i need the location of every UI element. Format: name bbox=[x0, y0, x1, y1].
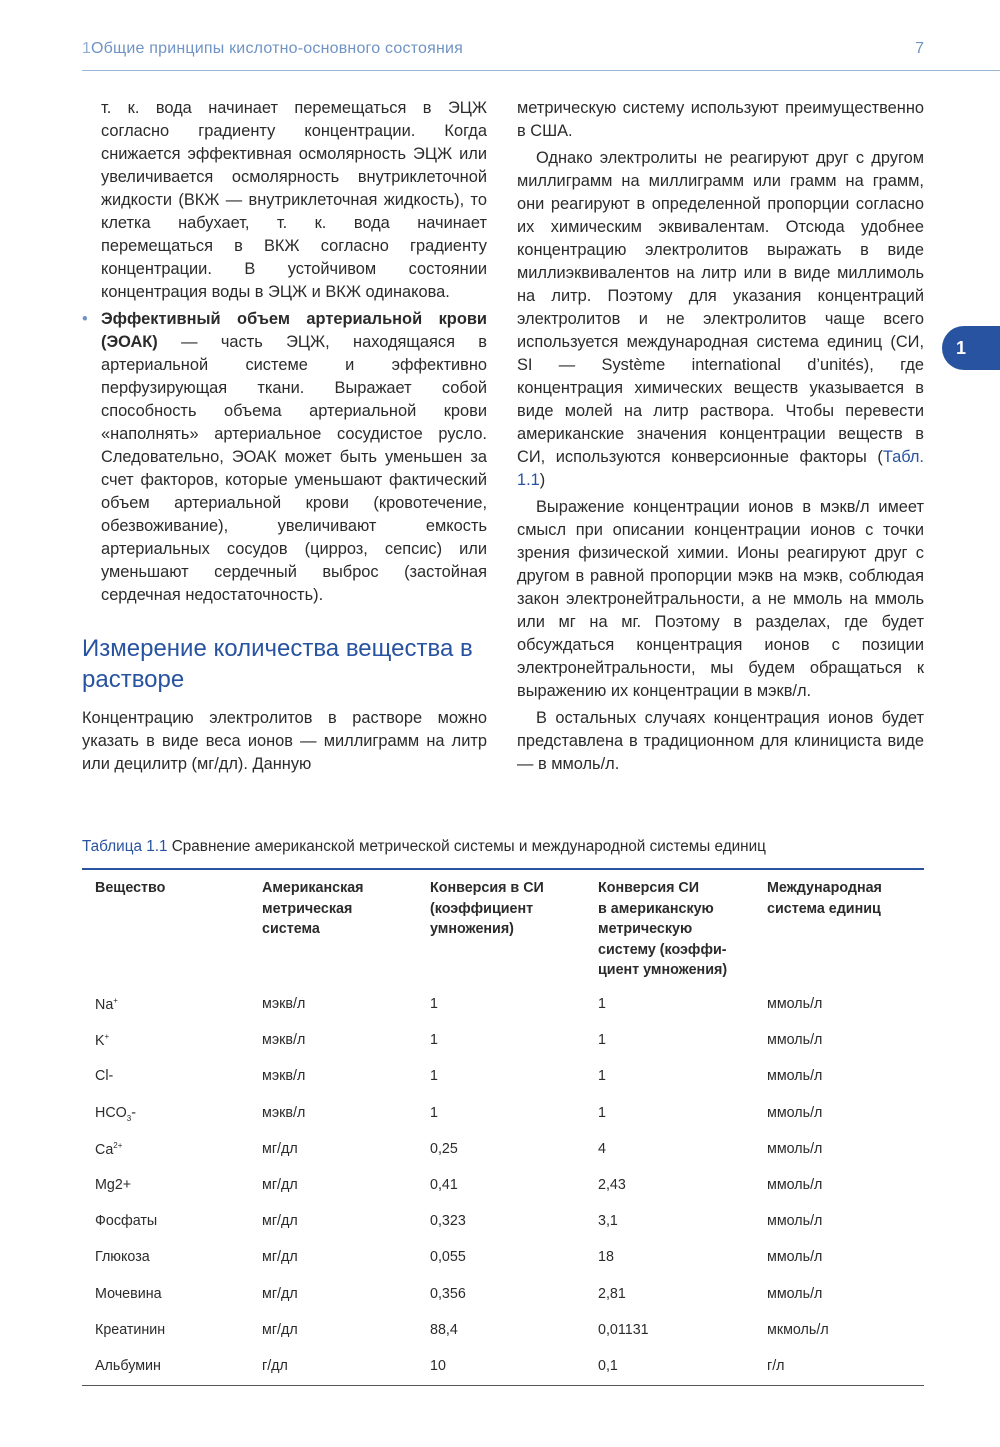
cell-substance bbox=[95, 1213, 157, 1229]
header-line: система единиц bbox=[767, 900, 881, 917]
left-paragraph-1: т. к. вода начинает перемещаться в ЭЦЖ согласно градиенту концентрации. Когда снижается эффективная осмолярность ЭЦЖ или увеличивается осмолярность внутриклеточной жидкости (ВКЖ — внутриклеточная жидкость), то клетка набухает, т. к. вода начинает перемещаться в ВКЖ согласно градиенту концентрации. В устойчивом состоянии концентрация воды в ЭЦЖ и ВКЖ одинакова. bbox=[101, 99, 487, 301]
header-line: система bbox=[262, 921, 320, 937]
cell-to-us: 4 bbox=[598, 1140, 606, 1157]
header-line: систему (коэффи- bbox=[598, 941, 727, 958]
bullet-term: Эффективный объем артериальной крови (ЭОАК) bbox=[101, 310, 487, 351]
cell-to-si: 1 bbox=[430, 996, 438, 1012]
header-line: Конверсия СИ bbox=[598, 880, 700, 896]
table-row bbox=[82, 1105, 924, 1141]
table-header-us-system bbox=[262, 878, 364, 940]
page-number: 7 bbox=[915, 40, 924, 57]
cell-to-us: 1 bbox=[598, 1032, 606, 1049]
table-row bbox=[82, 1032, 924, 1068]
cell-si: ммоль/л bbox=[767, 1140, 823, 1157]
cell-to-si: 0,41 bbox=[430, 1177, 458, 1193]
table-row bbox=[82, 1249, 924, 1285]
table-row bbox=[82, 1322, 924, 1358]
cell-si: ммоль/л bbox=[767, 1249, 823, 1266]
cell-us: мг/дл bbox=[262, 1177, 298, 1193]
cell-si: ммоль/л bbox=[767, 1068, 823, 1085]
cell-to-si: 0,323 bbox=[430, 1213, 466, 1230]
cell-to-us: 2,81 bbox=[598, 1285, 626, 1302]
table-bottom-rule bbox=[82, 1385, 924, 1386]
cell-us: мг/дл bbox=[262, 1140, 298, 1157]
cell-to-us: 0,01131 bbox=[598, 1321, 649, 1338]
substance-name: Мочевина bbox=[95, 1285, 162, 1302]
table-row bbox=[82, 1068, 924, 1104]
left-paragraph-2: Концентрацию электролитов в растворе можно указать в виде веса ионов — миллиграмм на литр или децилитр (мг/дл). Данную bbox=[82, 709, 487, 773]
right-column bbox=[517, 97, 924, 780]
substance-name: Cl- bbox=[95, 1068, 114, 1085]
substance-superscript: + bbox=[104, 1032, 110, 1042]
cell-us: мэкв/л bbox=[262, 1104, 306, 1121]
substance-name: Креатинин bbox=[95, 1321, 166, 1338]
header-line: Международная bbox=[767, 880, 882, 896]
table-header-substance bbox=[95, 878, 165, 899]
table-row bbox=[82, 1286, 924, 1322]
cell-substance bbox=[95, 1358, 161, 1374]
header-line: Конверсия в СИ bbox=[430, 880, 544, 896]
right-paragraph-4: В остальных случаях концентрация ионов будет представлена в традиционном для клинициста виде — в ммоль/л. bbox=[517, 709, 924, 773]
cell-to-us: 1 bbox=[598, 1104, 606, 1121]
header-line: умножения) bbox=[430, 921, 514, 937]
table-row bbox=[82, 1141, 924, 1177]
cell-to-us: 3,1 bbox=[598, 1213, 618, 1230]
cell-substance bbox=[95, 1068, 113, 1084]
substance-name: Mg2+ bbox=[95, 1177, 132, 1193]
substance-name: Глюкоза bbox=[95, 1249, 150, 1266]
header-line: (коэффициент bbox=[430, 900, 534, 917]
cell-to-us: 1 bbox=[598, 1068, 606, 1085]
cell-us: г/дл bbox=[262, 1358, 288, 1374]
substance-name: K bbox=[95, 1032, 105, 1049]
cell-us: мг/дл bbox=[262, 1285, 298, 1302]
right-paragraph-2 bbox=[517, 147, 924, 492]
chapter-tab: 1 bbox=[942, 326, 1000, 370]
header-line: в американскую bbox=[598, 900, 714, 917]
header-line: циент умножения) bbox=[598, 962, 728, 978]
header-title: Общие принципы кислотно-основного состояния bbox=[91, 40, 464, 57]
cell-to-si: 88,4 bbox=[430, 1321, 458, 1338]
table-row bbox=[82, 1358, 924, 1394]
cell-to-si: 0,055 bbox=[430, 1249, 466, 1266]
cell-substance bbox=[95, 1249, 150, 1265]
cell-us: мэкв/л bbox=[262, 1032, 306, 1049]
cell-si: ммоль/л bbox=[767, 996, 823, 1012]
substance-name: Альбумин bbox=[95, 1358, 161, 1374]
running-header bbox=[0, 0, 1000, 75]
header-line: Американская bbox=[262, 880, 364, 896]
right-paragraph-2-end: ) bbox=[539, 471, 546, 489]
table-row bbox=[82, 996, 924, 1032]
cell-to-us: 18 bbox=[598, 1249, 614, 1266]
cell-us: мэкв/л bbox=[262, 1068, 306, 1085]
cell-si: мкмоль/л bbox=[767, 1321, 829, 1338]
table-row bbox=[82, 1213, 924, 1249]
header-line: Вещество bbox=[95, 880, 166, 896]
cell-to-si: 0,25 bbox=[430, 1140, 458, 1157]
header-chapter-number: 1 bbox=[82, 40, 91, 57]
cell-si: ммоль/л bbox=[767, 1177, 823, 1193]
table-header-to-us bbox=[598, 878, 727, 981]
table-header-si bbox=[767, 878, 882, 919]
table-top-rule bbox=[82, 868, 924, 870]
right-paragraph-3: Выражение концентрации ионов в мэкв/л имеет смысл при описании концентрации ионов с точки зрения физической химии. Ионы реагируют друг с другом в равной пропорции мэкв на мэкв, соблюдая закон электронейтральности, а не ммоль на ммоль или мг на мг. Поэтому в разделах, где будет обсуждаться концентрация ионов с позиции электронейтральности, мы будем обращаться к выражению их концентрации в мэкв/л. bbox=[517, 498, 924, 700]
table-caption-text: Сравнение американской метрической системы и международной системы единиц bbox=[167, 838, 766, 855]
cell-to-us: 2,43 bbox=[598, 1177, 626, 1193]
substance-name: Ca bbox=[95, 1141, 114, 1158]
cell-us: мэкв/л bbox=[262, 996, 306, 1012]
substance-name: Na bbox=[95, 996, 114, 1013]
cell-substance bbox=[95, 996, 118, 1013]
bullet-text: — часть ЭЦЖ, находящаяся в артериальной системе и эффективно перфузирующая ткани. Выражает собой способность объема артериальной крови «наполнять» артериальное сосудистое русло. Следовательно, ЭОАК может быть уменьшен за счет факторов, которые уменьшают фактический объем артериальной крови (кровотечение, обезвоживание), увеличивают емкость артериальных сосудов (цирроз, сепсис) или уменьшают сердечный выброс (застойная сердечная недостаточность). bbox=[101, 333, 487, 604]
section-title: Измерение количества вещества в растворе bbox=[82, 635, 473, 693]
cell-si: ммоль/л bbox=[767, 1032, 823, 1049]
substance-charge: - bbox=[131, 1104, 136, 1121]
cell-to-si: 10 bbox=[430, 1358, 446, 1374]
cell-si: ммоль/л bbox=[767, 1285, 823, 1302]
substance-superscript: + bbox=[113, 996, 118, 1005]
substance-name: HCO bbox=[95, 1104, 127, 1121]
cell-to-si: 1 bbox=[430, 1032, 438, 1049]
cell-si: ммоль/л bbox=[767, 1213, 823, 1230]
cell-substance bbox=[95, 1032, 109, 1049]
table-reference-link[interactable]: Табл. 1.1 bbox=[517, 448, 924, 489]
cell-to-us: 0,1 bbox=[598, 1358, 618, 1374]
cell-substance bbox=[95, 1177, 131, 1193]
header-divider bbox=[82, 70, 1000, 71]
cell-substance bbox=[95, 1141, 122, 1158]
bullet-icon: • bbox=[82, 310, 88, 328]
table-row bbox=[82, 1177, 924, 1213]
header-line: метрическая bbox=[262, 900, 353, 917]
cell-to-si: 1 bbox=[430, 1104, 438, 1121]
substance-subscript: 3 bbox=[126, 1113, 132, 1123]
right-paragraph-1: метрическую систему используют преимущественно в США. bbox=[517, 99, 924, 140]
cell-to-si: 0,356 bbox=[430, 1285, 466, 1302]
right-paragraph-2-text: Однако электролиты не реагируют друг с другом миллиграмм на миллиграмм или грамм на грамм, они реагируют в определенной пропорции согласно их химическим эквивалентам. Отсюда удобнее концентрацию электролитов выражать в виде миллиэквивалентов на литр или в виде миллимоль на литр. Поэтому для указания концентраций электролитов и не электролитов чаще всего используется международная система единиц (СИ, SI — Système international d’unités), где концентрация химических веществ указывается в виде молей на литр раствора. Чтобы перевести американские значения концентрации веществ в СИ, используются конверсионные факторы ( bbox=[517, 149, 924, 466]
cell-us: мг/дл bbox=[262, 1249, 298, 1266]
cell-substance bbox=[95, 1286, 162, 1302]
cell-to-si: 1 bbox=[430, 1068, 438, 1085]
table-header-to-si bbox=[430, 878, 544, 940]
header-line: метрическую bbox=[598, 921, 693, 937]
cell-us: мг/дл bbox=[262, 1321, 298, 1338]
left-column bbox=[82, 97, 487, 780]
bullet-item-eoak bbox=[82, 308, 487, 607]
cell-si: г/л bbox=[767, 1358, 785, 1374]
cell-si: ммоль/л bbox=[767, 1104, 823, 1121]
table-caption-label: Таблица 1.1 bbox=[82, 838, 168, 855]
cell-substance bbox=[95, 1322, 165, 1338]
cell-substance bbox=[95, 1105, 136, 1123]
substance-superscript: 2+ bbox=[113, 1140, 123, 1150]
substance-name: Фосфаты bbox=[95, 1213, 158, 1230]
table-caption bbox=[82, 838, 766, 856]
cell-us: мг/дл bbox=[262, 1213, 298, 1230]
cell-to-us: 1 bbox=[598, 996, 606, 1012]
